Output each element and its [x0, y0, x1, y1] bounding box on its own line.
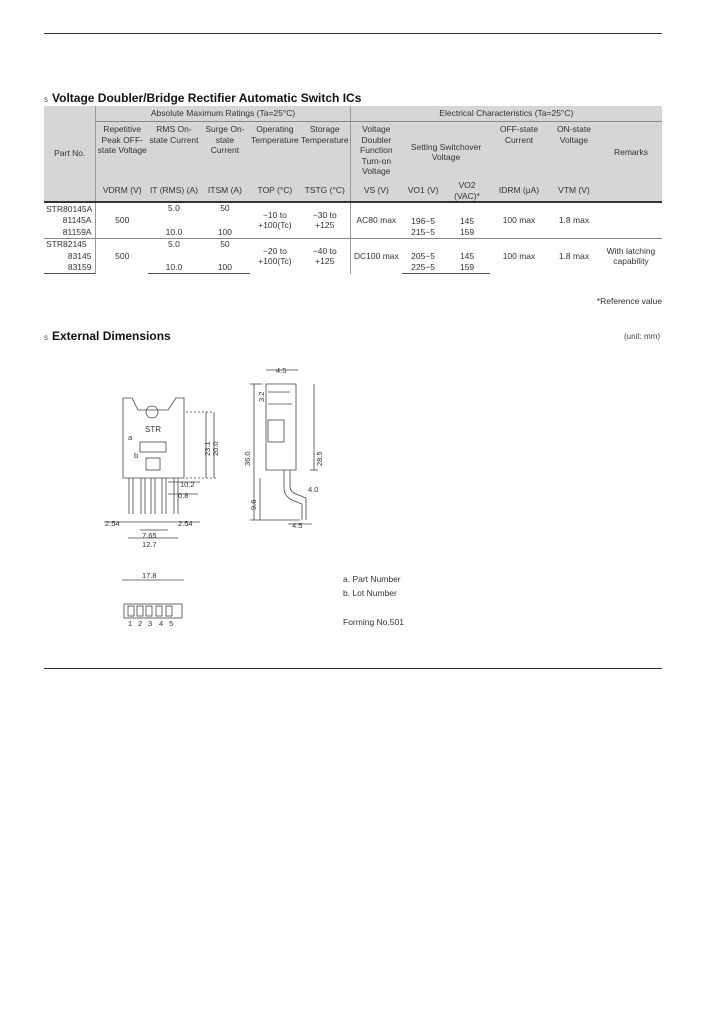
symbol-vo1: VO1 (V)	[402, 180, 444, 202]
dim-12-7: 12.7	[142, 540, 157, 549]
section-title-text: Voltage Doubler/Bridge Rectifier Automatic Switch ICs	[52, 91, 362, 105]
part-number: 83145	[44, 250, 96, 262]
dim-20-0: 20.0	[211, 441, 220, 456]
cell-vo1-b: 215−5	[402, 226, 444, 238]
marking-area	[140, 442, 166, 452]
label-b: b	[134, 451, 139, 460]
label-a: a	[128, 433, 133, 442]
header-elec-char: Electrical Characteristics (Ta=25°C)	[350, 106, 662, 122]
pin-number: 3	[148, 619, 153, 628]
tstg-line-1: −30 to	[312, 209, 337, 220]
dim-2-54-right: 2.54	[178, 519, 193, 528]
cell-vo2: 145	[444, 238, 490, 262]
top-line-2: +100(Tc)	[258, 220, 292, 231]
symbol-itsm: ITSM (A)	[200, 180, 250, 202]
cell-vdrm: 500	[96, 202, 148, 238]
header-rms: RMS On-state Current	[148, 122, 200, 181]
remarks-line-1: With latching	[606, 245, 656, 256]
cell-it-b: 10.0	[148, 226, 200, 238]
cell-vo1-b: 225−5	[402, 262, 444, 274]
cell-it-b: 10.0	[148, 262, 200, 274]
part-number: 81159A	[44, 226, 96, 238]
symbol-vdrm: VDRM (V)	[96, 180, 148, 202]
legend-forming: Forming No.501	[343, 617, 404, 627]
side-view-body	[266, 384, 296, 470]
cell-idrm: 100 max	[490, 202, 548, 238]
dim-4-5b: 4.5	[292, 521, 303, 530]
cell-vs: AC80 max	[350, 202, 402, 238]
cell-idrm: 100 max	[490, 238, 548, 274]
header-op-temp: Operating Temperature	[250, 122, 300, 181]
top-line-2: +100(Tc)	[258, 256, 292, 266]
part-number: STR82145	[44, 238, 96, 250]
header-stg-temp: Storage Temperature	[300, 122, 350, 181]
dim-17-8: 17.8	[142, 571, 157, 580]
cell-it: 5.0	[148, 238, 200, 262]
cell-vo2: 145	[444, 202, 490, 226]
symbol-vo2: VO2 (VAC)*	[444, 180, 490, 202]
cell-vo2-b: 159	[444, 262, 490, 274]
dim-9-6: 9.6	[249, 499, 258, 510]
section-title-text: External Dimensions	[52, 329, 171, 343]
dim-3-2: 3.2	[257, 391, 266, 402]
cell-vo2-b: 159	[444, 226, 490, 238]
cell-vtm: 1.8 max	[548, 202, 600, 238]
section-bullet: s	[44, 333, 48, 342]
cell-vtm: 1.8 max	[548, 238, 600, 274]
cell-itsm-b: 100	[200, 262, 250, 274]
header-part-no: Part No.	[44, 106, 96, 202]
pin-number: 1	[128, 619, 133, 628]
dim-10-2: 10.2	[180, 480, 195, 489]
dim-28-5: 28.5	[315, 451, 324, 466]
bottom-rule	[44, 668, 662, 669]
mounting-hole	[146, 406, 158, 418]
cell-itsm: 50	[200, 202, 250, 226]
pin-number: 4	[159, 619, 164, 628]
lot-area	[146, 458, 160, 470]
symbol-top: TOP (°C)	[250, 180, 300, 202]
header-surge: Surge On-state Current	[200, 122, 250, 181]
legend-part-number: a. Part Number	[343, 574, 401, 584]
reference-note: *Reference value	[596, 296, 662, 306]
top-line-1: −20 to	[262, 245, 287, 256]
header-off-current: OFF-state Current	[490, 122, 548, 181]
remarks-line-2: capability	[613, 256, 649, 266]
header-doubler: Voltage Doubler Function Turn-on Voltage	[350, 122, 402, 181]
symbol-tstg: TSTG (°C)	[300, 180, 350, 202]
tstg-line-1: −40 to	[312, 245, 337, 256]
dim-7-65: 7.65	[142, 531, 157, 540]
cell-it: 5.0	[148, 202, 200, 226]
part-number: 83159	[44, 262, 96, 274]
cell-vdrm: 500	[96, 238, 148, 274]
cell-vs: DC100 max	[350, 238, 402, 274]
header-on-voltage: ON-state Voltage	[548, 122, 600, 181]
str-marking: STR	[145, 425, 161, 434]
pin-number: 5	[169, 619, 174, 628]
cell-itsm-b: 100	[200, 226, 250, 238]
legend-lot-number: b. Lot Number	[343, 588, 397, 598]
header-remarks: Remarks	[600, 122, 662, 181]
dim-2-54-left: 2.54	[105, 519, 120, 528]
symbol-vtm: VTM (V)	[548, 180, 600, 202]
header-repetitive: Repetitive Peak OFF-state Voltage	[96, 122, 148, 181]
part-number: STR80145A	[44, 202, 96, 215]
symbol-it: IT (RMS) (A)	[148, 180, 200, 202]
header-switchover: Setting Switchover Voltage	[402, 122, 490, 181]
unit-label: (unit: mm)	[624, 332, 660, 341]
top-line-1: −10 to	[262, 209, 287, 220]
dim-23-1: 23.1	[203, 441, 212, 456]
section-bullet: s	[44, 95, 48, 104]
part-number: 81145A	[44, 215, 96, 227]
pin-number: 2	[138, 619, 143, 628]
tstg-line-2: +125	[315, 220, 335, 231]
cell-itsm: 50	[200, 238, 250, 262]
cell-vo1: 196−5	[402, 202, 444, 226]
dim-4-0: 4.0	[308, 485, 319, 494]
cell-vo1: 205−5	[402, 238, 444, 262]
symbol-vs: VS (V)	[350, 180, 402, 202]
header-abs-max: Absolute Maximum Ratings (Ta=25°C)	[96, 106, 350, 122]
dim-4-5: 4.5	[276, 366, 287, 375]
dim-36-0: 36.0	[243, 451, 252, 466]
tstg-line-2: +125	[315, 256, 335, 266]
dim-0-8: 0.8	[178, 491, 189, 500]
symbol-idrm: IDRM (μA)	[490, 180, 548, 202]
